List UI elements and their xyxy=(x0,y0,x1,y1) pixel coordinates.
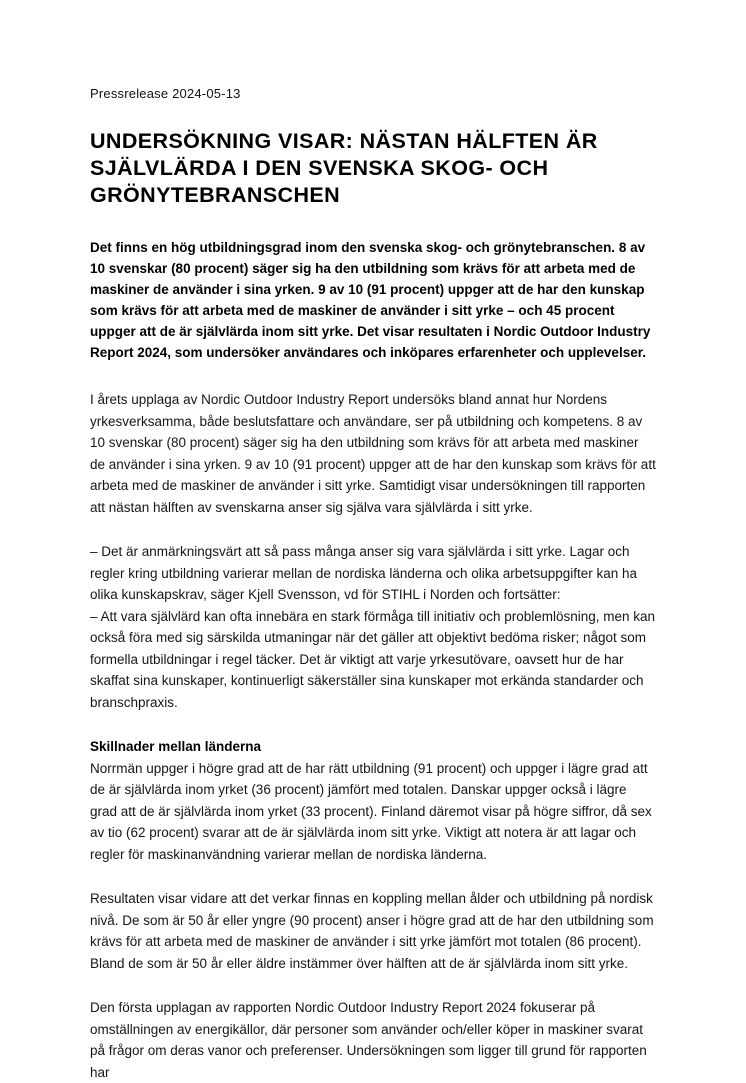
quote-block xyxy=(90,541,657,713)
pressrelease-date-label: Pressrelease 2024-05-13 xyxy=(90,86,241,101)
paragraph-age-education: Resultaten visar vidare att det verkar finnas en koppling mellan ålder och utbildning på nordisk nivå. De som är 50 år eller yngre (90 procent) anser i högre grad att de har den utbildning som krävs för att arbeta med de maskiner de använder i sitt yrke jämfört mot totalen (86 procent). Bland de som är 50 år eller äldre instämmer över hälften att de är självlärda inom sitt yrke. xyxy=(90,891,654,971)
paragraph-report-background: Den första upplagan av rapporten Nordic Outdoor Industry Report 2024 fokuserar på omställningen av energikällor, där personer som använder och/eller köper in maskiner svarat på frågor om deras vanor och preferenser. Undersökningen som ligger till grund för rapporten har xyxy=(90,1000,647,1080)
page-title: UNDERSÖKNING VISAR: NÄSTAN HÄLFTEN ÄR SJÄLVLÄRDA I DEN SVENSKA SKOG- OCH GRÖNYTEBRANSCHEN xyxy=(90,129,598,207)
paragraph-country-differences: Norrmän uppger i högre grad att de har rätt utbildning (91 procent) och uppger i lägre grad att de är självlärda inom yrket (36 procent) jämfört med totalen. Danskar uppger också i lägre grad att de är självlärda inom yrket (33 procent). Finland däremot visar på högre siffror, då sex av tio (62 procent) svarar att de är självlärda inom sitt yrke. Viktigt att notera är att lagar och regler för maskinanvändning varierar mellan de nordiska länderna. xyxy=(90,760,652,862)
lead-paragraph: Det finns en hög utbildningsgrad inom den svenska skog- och grönytebranschen. 8 av 10 svenskar (80 procent) säger sig ha den utbildning som krävs för att arbeta med de maskiner de använder i sina yrken. 9 av 10 (91 procent) uppger att de har den kunskap som krävs för att arbeta med de maskiner de använder i sitt yrke – och 45 procent uppger att de är självlärda inom sitt yrke. Det visar resultaten i Nordic Outdoor Industry Report 2024, som undersöker användares och inköpares erfarenheter och upplevelser. xyxy=(90,240,651,360)
quote-paragraph-2: – Att vara självlärd kan ofta innebära en stark förmåga till initiativ och problemlösning, men kan också föra med sig särskilda utmaningar när det gäller att objektivt bedöma risker; något som formella utbildningar i regel täcker. Det är viktigt att varje yrkesutövare, oavsett hur de har skaffat sina kunskaper, kontinuerligt säkerställer sina kunskaper mot erkända standarder och branschpraxis. xyxy=(90,608,656,710)
paragraph-intro: I årets upplaga av Nordic Outdoor Industry Report undersöks bland annat hur Nordens yrkesverksamma, både beslutsfattare och användare, ser på utbildning och kompetens. 8 av 10 svenskar (80 procent) säger sig ha den utbildning som krävs för att arbeta med maskiner de använder i sina yrken. 9 av 10 (91 procent) uppger att de har den kunskap som krävs för att arbeta med de maskiner de använder i sitt yrke. Samtidigt visar undersökningen till rapporten att nästan hälften av svenskarna anser sig själva vara självlärda i sitt yrke. xyxy=(90,392,656,515)
section-subheading: Skillnader mellan länderna xyxy=(90,739,262,754)
section-country-differences xyxy=(90,736,657,865)
quote-paragraph-1: – Det är anmärkningsvärt att så pass många anser sig vara självlärda i sitt yrke. Lagar och regler kring utbildning varierar mellan de nordiska länderna och olika arbetsuppgifter kan ha olika kunskapskrav, säger Kjell Svensson, vd för STIHL i Norden och fortsätter: xyxy=(90,544,638,602)
